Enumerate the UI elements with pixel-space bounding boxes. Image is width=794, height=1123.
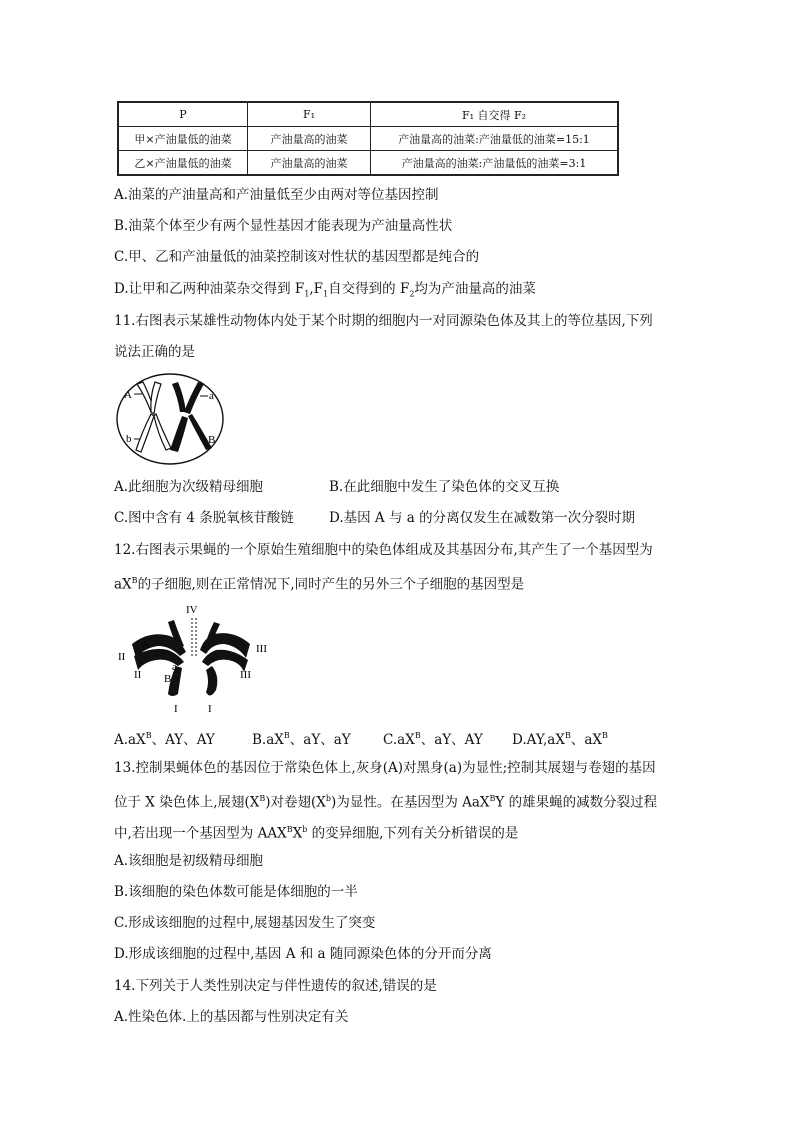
text-part: 自交得到的 F — [328, 281, 410, 297]
superscript: B — [602, 731, 608, 740]
q13-stem-line3 — [114, 821, 518, 843]
subscript: 1 — [304, 289, 310, 299]
q13-option-d: D.形成该细胞的过程中,基因 A 和 a 随同源染色体的分开而分离 — [114, 946, 492, 962]
text-part: C.aX — [383, 731, 415, 748]
q12-option-c — [383, 727, 512, 749]
chromosome-label: III — [240, 669, 251, 681]
table-row — [118, 127, 618, 151]
black-chromosome — [170, 382, 212, 452]
q11-options-row1 — [114, 478, 559, 496]
q13-option-b: B.该细胞的染色体数可能是体细胞的一半 — [114, 884, 358, 900]
superscript: B — [283, 731, 290, 740]
text-part: X — [292, 825, 303, 842]
chromosome-label: I — [208, 703, 212, 715]
q11-options-row2 — [114, 509, 635, 527]
q10-option-c: C.甲、乙和产油量低的油菜控制该对性状的基因型都是纯合的 — [114, 249, 480, 265]
gene-label: a — [209, 390, 214, 402]
chromosome-label: I — [174, 703, 178, 715]
text-part: 中,若出现一个基因型为 AAX — [114, 825, 287, 842]
q13-option-c: C.形成该细胞的过程中,展翅基因发生了突变 — [114, 915, 376, 931]
q11-option-b: B.在此细胞中发生了染色体的交叉互换 — [329, 479, 560, 495]
chromosome-I-right — [206, 666, 217, 696]
table-cell: 产油量高的油菜 — [248, 127, 371, 151]
q11-stem-line2: 说法正确的是 — [114, 344, 195, 360]
text-part: )为显性。在基因型为 AaX — [331, 794, 490, 811]
text-part: aX — [114, 576, 132, 593]
text-part: 、AY、AY — [151, 731, 215, 748]
header-p: P — [118, 102, 248, 127]
table-cell: 甲×产油量低的油菜 — [118, 127, 248, 151]
superscript: B — [259, 794, 266, 803]
homologous-chromosome-figure — [114, 370, 228, 470]
text-part: B.aX — [252, 731, 284, 748]
superscript: b — [302, 825, 308, 834]
text-part: 、aX — [570, 731, 603, 748]
table-cell: 乙×产油量低的油菜 — [118, 151, 248, 176]
text-part: D.AY,aX — [512, 731, 565, 748]
chromosome-label: IV — [186, 604, 198, 616]
chromosome-label: II — [134, 669, 142, 681]
text-part: 位于 X 染色体上,展翅(X — [114, 794, 260, 811]
text-part: 、aY、aY — [289, 731, 351, 748]
table-cell: 产油量高的油菜:产油量低的油菜=15:1 — [371, 127, 619, 151]
table-cell: 产油量高的油菜:产油量低的油菜=3:1 — [371, 151, 619, 176]
q13-stem-line2 — [114, 790, 657, 812]
chromosome-label: II — [118, 651, 126, 663]
q12-options-row — [114, 727, 608, 749]
subscript: 2 — [409, 289, 415, 299]
q13-option-a: A.该细胞是初级精母细胞 — [114, 853, 264, 869]
q14-option-a: A.性染色体.上的基因都与性别决定有关 — [114, 1009, 349, 1025]
cross-table — [117, 101, 619, 176]
q11-option-d: D.基因 A 与 a 的分离仅发生在减数第一次分裂时期 — [329, 510, 636, 526]
superscript: B — [564, 731, 571, 740]
q12-option-a — [114, 727, 252, 749]
superscript: B — [414, 731, 421, 740]
table-header-row — [118, 102, 618, 127]
q14-stem: 14.下列关于人类性别决定与伴性遗传的叙述,错误的是 — [114, 978, 437, 994]
text-part: Y 的雄果蝇的减数分裂过程 — [495, 794, 658, 811]
q11-option-a: A.此细胞为次级精母细胞 — [114, 479, 264, 495]
q12-stem-line1: 12.右图表示果蝇的一个原始生殖细胞中的染色体组成及其基因分布,其产生了一个基因型为 — [114, 542, 653, 558]
text-part: 的子细胞,则在正常情况下,同时产生的另外三个子细胞的基因型是 — [137, 576, 525, 593]
q11-option-c: C.图中含有 4 条脱氧核苷酸链 — [114, 510, 294, 526]
superscript: B — [286, 825, 293, 834]
chromosome-label: III — [256, 643, 267, 655]
superscript: B — [489, 794, 496, 803]
text-part: 均为产油量高的油菜 — [414, 281, 536, 297]
text-part: A.aX — [114, 731, 146, 748]
text-part: ,F — [309, 281, 324, 297]
header-f1: F₁ — [248, 102, 371, 127]
text-part: )对卷翅(X — [265, 794, 326, 811]
text-part: 、aY、AY — [420, 731, 483, 748]
header-f2: F₁ 自交得 F₂ — [371, 102, 619, 127]
gene-label: a — [172, 661, 177, 673]
cell-outline — [117, 374, 223, 464]
q10-option-b: B.油菜个体至少有两个显性基因才能表现为产油量高性状 — [114, 218, 453, 234]
q10-option-a: A.油菜的产油量高和产油量低至少由两对等位基因控制 — [114, 187, 439, 203]
gene-label: A — [142, 639, 150, 651]
q11-stem-line1: 11.右图表示某雄性动物体内处于某个时期的细胞内一对同源染色体及其上的等位基因,下列 — [114, 313, 653, 329]
superscript: b — [325, 794, 332, 803]
q12-option-b — [252, 727, 383, 749]
white-chromosome — [136, 382, 171, 452]
subscript: 1 — [323, 289, 329, 299]
q10-option-d — [114, 280, 536, 304]
q13-stem-line1: 13.控制果蝇体色的基因位于常染色体上,灰身(A)对黑身(a)为显性;控制其展翅与卷翅的基因 — [114, 760, 656, 776]
gene-label: B — [208, 434, 216, 446]
text-part: 的变异细胞,下列有关分析错误的是 — [307, 825, 519, 842]
gene-label: b — [126, 433, 132, 445]
table-row — [118, 151, 618, 176]
q12-option-d — [512, 727, 608, 749]
table-cell: 产油量高的油菜 — [248, 151, 371, 176]
superscript: B — [131, 576, 138, 585]
fruitfly-chromosome-figure — [112, 600, 272, 718]
chromosomes — [132, 620, 250, 696]
q12-stem-line2 — [114, 572, 524, 594]
gene-label: A — [124, 389, 132, 401]
text-part: D.让甲和乙两种油菜杂交得到 F — [114, 281, 305, 297]
superscript: B — [145, 731, 152, 740]
gene-label: B — [164, 673, 172, 685]
